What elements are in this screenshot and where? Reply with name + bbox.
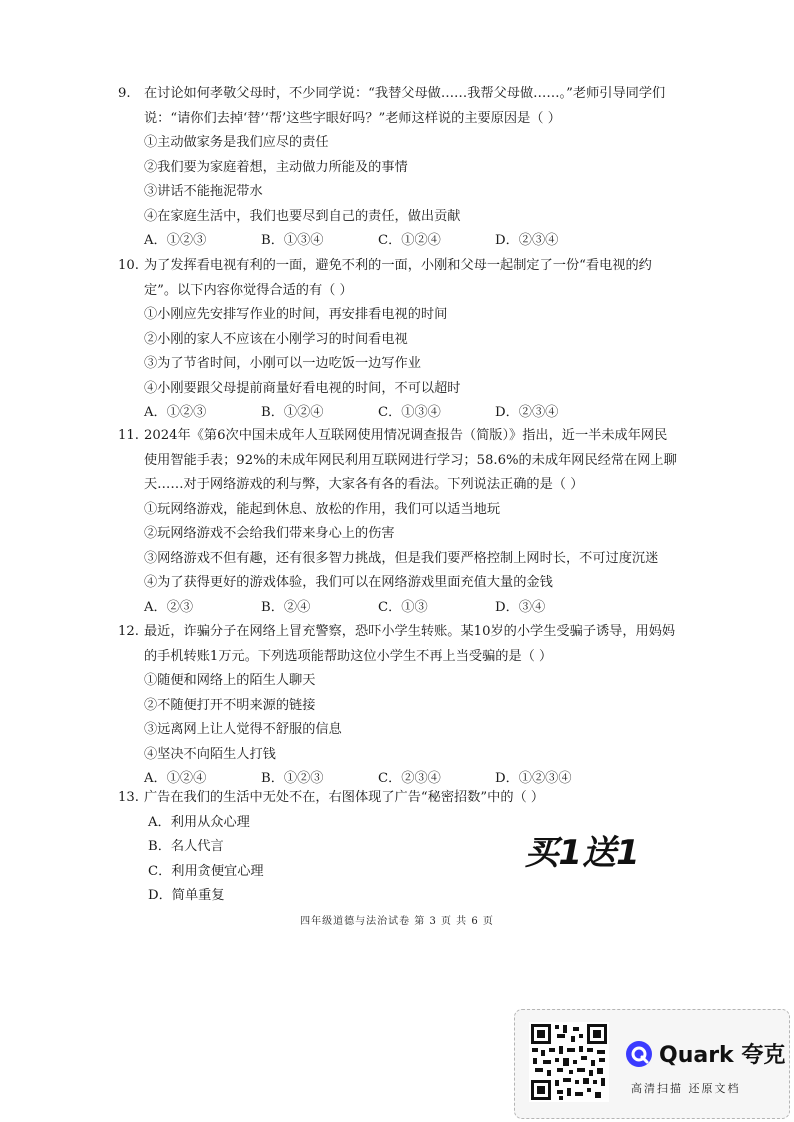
option-line: D．简单重复 [148, 888, 225, 903]
option-line: ②玩网络游戏不会给我们带来身心上的伤害 [144, 526, 395, 541]
option-line: ④小刚要跟父母提前商量好看电视的时间，不可以超时 [144, 380, 461, 396]
option-line: ③远离网上让人觉得不舒服的信息 [144, 722, 342, 737]
question-10 [118, 254, 678, 426]
option-line: ④为了获得更好的游戏体验，我们可以在网络游戏里面充值大量的金钱 [144, 575, 553, 590]
answer-choices [118, 229, 678, 254]
choice-a: A．②③ [144, 599, 194, 615]
choice-d: D．①②③④ [495, 771, 572, 786]
choice-d: D．③④ [495, 599, 546, 615]
question-stem: 12. 最近，诈骗分子在网络上冒充警察，恐吓小学生转账。某10岁的小学生受骗子诱导，用妈妈的手机转账1万元。下列选项能帮助这位小学生不再上当受骗的是（ ） [118, 624, 676, 664]
question-11 [118, 424, 678, 620]
choice-b: B．①②③ [261, 771, 324, 786]
choice-b: B．②④ [261, 599, 311, 615]
answer-choices [118, 401, 678, 426]
choice-b: B．①③④ [261, 233, 324, 248]
option-line: ③为了节省时间，小刚可以一边吃饭一边写作业 [144, 356, 421, 371]
choice-a: A．①②④ [144, 771, 207, 786]
choice-a: A．①②③ [144, 233, 207, 248]
quark-logo [625, 1038, 785, 1069]
choice-d: D．②③④ [495, 233, 559, 248]
option-line: ②不随便打开不明来源的链接 [144, 697, 316, 713]
option-line: ①随便和网络上的陌生人聊天 [144, 673, 316, 688]
answer-choices [118, 596, 678, 621]
option-line: ①玩网络游戏，能起到休息、放松的作用，我们可以适当地玩 [144, 501, 501, 517]
choice-c: C．②③④ [378, 771, 441, 786]
option-line: ①小刚应先安排写作业的时间，再安排看电视的时间 [144, 307, 448, 322]
ad-text: 买1送1 [524, 833, 640, 873]
question-stem: 11. 2024年《第6次中国未成年人互联网使用情况调查报告（简版）》指出，近一半未成年网民使用智能手表；92%的未成年网民利用互联网进行学习；58.6%的未成年网民经常在网上聊天……对于网络游戏的利与弊，大家各有各的看法。下列说法正确的是（ ） [118, 428, 677, 492]
question-stem: 10. 为了发挥看电视有利的一面，避免不利的一面，小刚和父母一起制定了一份“看电视的约定”。以下内容你觉得合适的有（ ） [118, 258, 652, 298]
question-12 [118, 620, 678, 792]
option-line: ④坚决不向陌生人打钱 [144, 746, 276, 762]
choice-a: A．①②③ [144, 405, 207, 420]
question-stem: 9. 在讨论如何孝敬父母时，不少同学说：“我替父母做……我帮父母做……。”老师引导同学们说：“请你们去掉‘替’‘帮’这些字眼好吗？”老师这样说的主要原因是（ ） [118, 86, 666, 126]
question-9 [118, 82, 678, 254]
option-line: C．利用贪便宜心理 [148, 863, 264, 879]
quark-brand-text: Quark 夸克 [659, 1043, 786, 1068]
choice-c: C．①②④ [378, 233, 441, 248]
choice-c: C．①③④ [378, 405, 441, 420]
qr-code-icon[interactable] [529, 1022, 609, 1102]
question-stem: 13. 广告在我们的生活中无处不在，右图体现了广告“秘密招数”中的（ ） [118, 790, 545, 805]
option-line: ②我们要为家庭着想，主动做力所能及的事情 [144, 159, 408, 175]
page-footer: 四年级道德与法治试卷 第 3 页 共 6 页 [300, 916, 494, 927]
choice-d: D．②③④ [495, 405, 559, 420]
buy-one-get-one-ad-image [524, 828, 640, 874]
choice-b: B．①②④ [261, 405, 324, 420]
quark-slogan: 高清扫描 还原文档 [631, 1082, 741, 1095]
quark-scan-card[interactable] [514, 1009, 790, 1119]
option-line: ①主动做家务是我们应尽的责任 [144, 135, 329, 150]
quark-logo-icon [625, 1040, 653, 1068]
option-line: ③网络游戏不但有趣，还有很多智力挑战，但是我们要严格控制上网时长，不可过度沉迷 [144, 550, 659, 566]
option-line: ③讲话不能拖泥带水 [144, 184, 263, 199]
option-line: A．利用从众心理 [148, 814, 250, 830]
choice-c: C．①③ [378, 599, 428, 615]
option-line: B．名人代言 [148, 839, 224, 854]
option-line: ④在家庭生活中，我们也要尽到自己的责任，做出贡献 [144, 208, 461, 224]
option-line: ②小刚的家人不应该在小刚学习的时间看电视 [144, 331, 408, 347]
